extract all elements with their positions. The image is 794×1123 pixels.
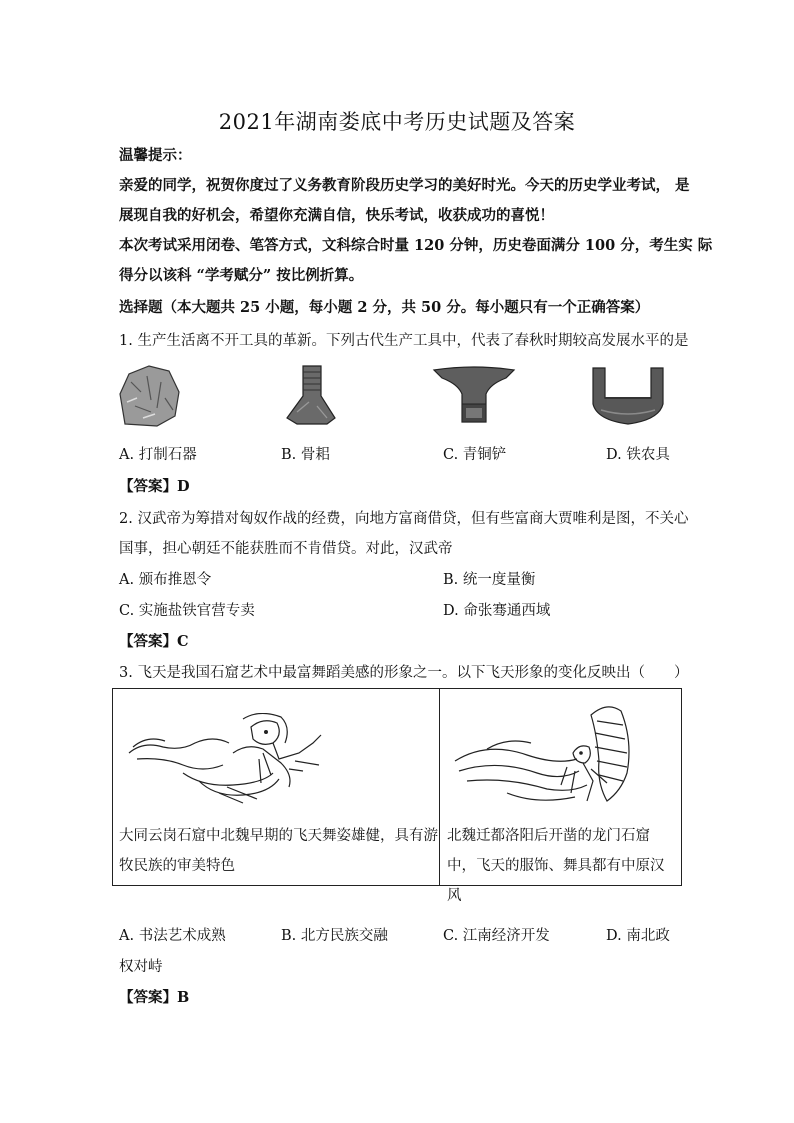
longmen-flying-apsara-image bbox=[447, 701, 667, 817]
q2-option-d: D. 命张骞通西域 bbox=[443, 603, 551, 619]
tips-heading: 温馨提示： bbox=[119, 147, 192, 164]
bronze-shovel-image bbox=[432, 362, 516, 430]
q3-image-table bbox=[112, 688, 682, 904]
q3-answer: 【答案】B bbox=[119, 989, 190, 1006]
q1-stem: 1. 生产生活离不开工具的革新。下列古代生产工具中，代表了春秋时期较高发展水平的是 bbox=[119, 333, 689, 349]
q3-option-d: D. 南北政 bbox=[606, 928, 670, 944]
q2-option-a: A. 颁布推恩令 bbox=[119, 572, 212, 588]
tips-paragraph-1-line-1: 亲爱的同学，祝贺你度过了义务教育阶段历史学习的美好时光。今天的历史学业考试， 是 bbox=[119, 177, 690, 194]
stone-tool-image bbox=[117, 362, 183, 430]
q2-answer: 【答案】C bbox=[119, 633, 189, 650]
q1-option-c: C. 青铜铲 bbox=[443, 447, 507, 463]
q2-option-c: C. 实施盐铁官营专卖 bbox=[119, 603, 255, 619]
tips-paragraph-2-line-2: 得分以该科 “学考赋分” 按比例折算。 bbox=[119, 267, 364, 284]
q3-left-caption: 大同云岗石窟中北魏早期的飞天舞姿雄健，具有游牧民族的审美特色 bbox=[119, 828, 438, 874]
q3-option-a: A. 书法艺术成熟 bbox=[119, 928, 226, 944]
q1-answer: 【答案】D bbox=[119, 478, 190, 495]
q1-option-d: D. 铁农具 bbox=[606, 447, 670, 463]
q3-option-b: B. 北方民族交融 bbox=[281, 928, 388, 944]
tips-paragraph-1-line-2: 展现自我的好机会，希望你充满自信，快乐考试，收获成功的喜悦！ bbox=[119, 207, 554, 224]
q2-stem-line-2: 国事，担心朝廷不能获胜而不肯借贷。对此，汉武帝 bbox=[119, 541, 453, 557]
bone-spade-image bbox=[281, 362, 343, 430]
yungang-flying-apsara-image bbox=[123, 713, 333, 809]
section-heading: 选择题（本大题共 25 小题，每小题 2 分，共 50 分。每小题只有一个正确答案） bbox=[119, 299, 650, 316]
q3-option-c: C. 江南经济开发 bbox=[443, 928, 550, 944]
q3-right-caption: 北魏迁都洛阳后开凿的龙门石窟中，飞天的服饰、舞具都有中原汉风 bbox=[447, 828, 665, 904]
tips-paragraph-2-line-1: 本次考试采用闭卷、笔答方式，文科综合时量 120 分钟，历史卷面满分 100 分，考生实 际 bbox=[119, 237, 713, 254]
iron-tool-image bbox=[585, 362, 671, 430]
table-divider bbox=[439, 689, 440, 885]
page-title: 2021年湖南娄底中考历史试题及答案 bbox=[218, 110, 576, 134]
q3-stem: 3. 飞天是我国石窟艺术中最富舞蹈美感的形象之一。以下飞天形象的变化反映出（ ） bbox=[119, 665, 689, 681]
q1-option-b: B. 骨耜 bbox=[281, 447, 330, 463]
q3-option-d-continuation: 权对峙 bbox=[119, 959, 163, 975]
q2-stem-line-1: 2. 汉武帝为筹措对匈奴作战的经费，向地方富商借贷，但有些富商大贾唯利是图，不关心 bbox=[119, 511, 689, 527]
q2-option-b: B. 统一度量衡 bbox=[443, 572, 536, 588]
q1-option-a: A. 打制石器 bbox=[119, 447, 197, 463]
